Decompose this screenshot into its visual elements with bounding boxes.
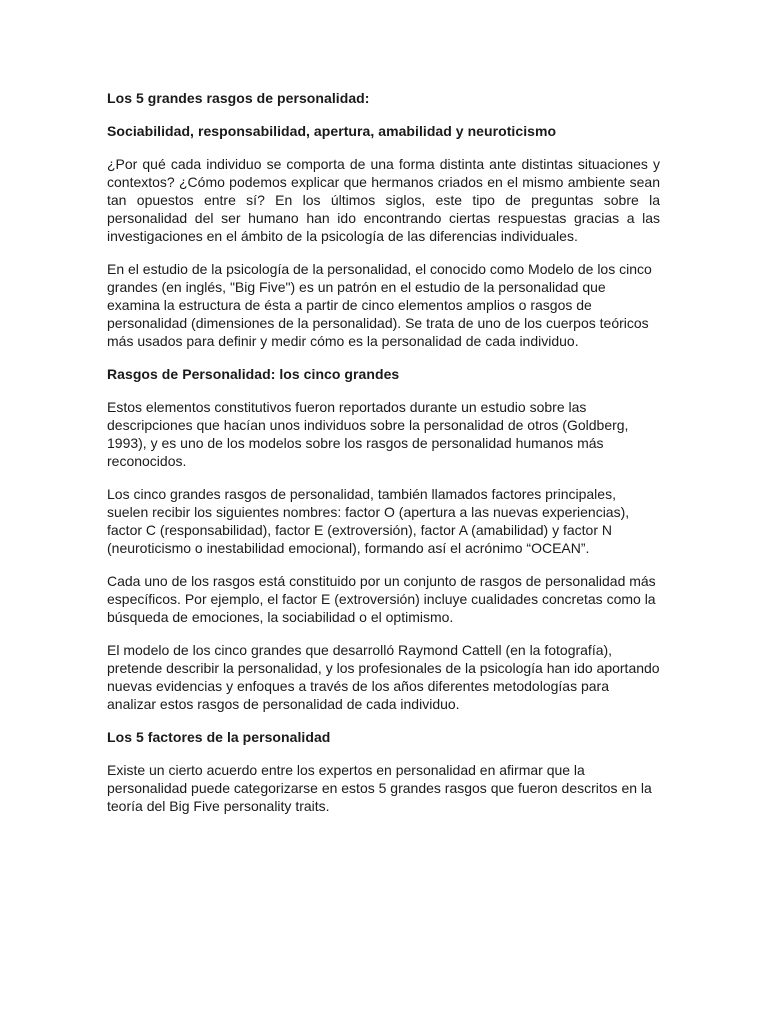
section-1-paragraph-2: Los cinco grandes rasgos de personalidad, también llamados factores principales, suelen recibir los siguientes nombres: factor O (apertura a las nuevas experiencias), factor C (responsabilidad), factor E (extroversión), factor A (amabilidad) y factor N (neuroticismo o inestabilidad emocional), formando así el acrónimo “OCEAN”. <box>107 486 630 556</box>
section-2-heading: Los 5 factores de la personalidad <box>107 729 331 745</box>
section-1-heading: Rasgos de Personalidad: los cinco grandes <box>107 366 400 382</box>
document-title: Los 5 grandes rasgos de personalidad: <box>107 90 370 106</box>
section-1-paragraph-3: Cada uno de los rasgos está constituido por un conjunto de rasgos de personalidad más específicos. Por ejemplo, el factor E (extroversión) incluye cualidades concretas como la búsqueda de emociones, la sociabilidad o el optimismo. <box>107 573 656 625</box>
intro-paragraph-2: En el estudio de la psicología de la personalidad, el conocido como Modelo de los cinco grandes (en inglés, "Big Five") es un patrón en el estudio de la personalidad que examina la estructura de ésta a partir de cinco elementos amplios o rasgos de personalidad (dimensiones de la personalidad). Se trata de uno de los cuerpos teóricos más usados para definir y medir cómo es la personalidad de cada individuo. <box>107 261 652 349</box>
document-page <box>107 89 660 830</box>
document-subtitle: Sociabilidad, responsabilidad, apertura, amabilidad y neuroticismo <box>107 123 557 139</box>
section-1-paragraph-1: Estos elementos constitutivos fueron reportados durante un estudio sobre las descripciones que hacían unos individuos sobre la personalidad de otros (Goldberg, 1993), y es uno de los modelos sobre los rasgos de personalidad humanos más reconocidos. <box>107 399 629 469</box>
intro-paragraph-1: ¿Por qué cada individuo se comporta de una forma distinta ante distintas situaciones y contextos? ¿Cómo podemos explicar que hermanos criados en el mismo ambiente sean tan opuestos entre sí? En los últimos siglos, este tipo de preguntas sobre la personalidad del ser humano han ido encontrando ciertas respuestas gracias a las investigaciones en el ámbito de la psicología de las diferencias individuales. <box>107 156 660 244</box>
section-2-paragraph-1: Existe un cierto acuerdo entre los expertos en personalidad en afirmar que la personalidad puede categorizarse en estos 5 grandes rasgos que fueron descritos en la teoría del Big Five personality traits. <box>107 762 652 814</box>
section-1-paragraph-4: El modelo de los cinco grandes que desarrolló Raymond Cattell (en la fotografía), pretende describir la personalidad, y los profesionales de la psicología han ido aportando nuevas evidencias y enfoques a través de los años diferentes metodologías para analizar estos rasgos de personalidad de cada individuo. <box>107 642 660 712</box>
